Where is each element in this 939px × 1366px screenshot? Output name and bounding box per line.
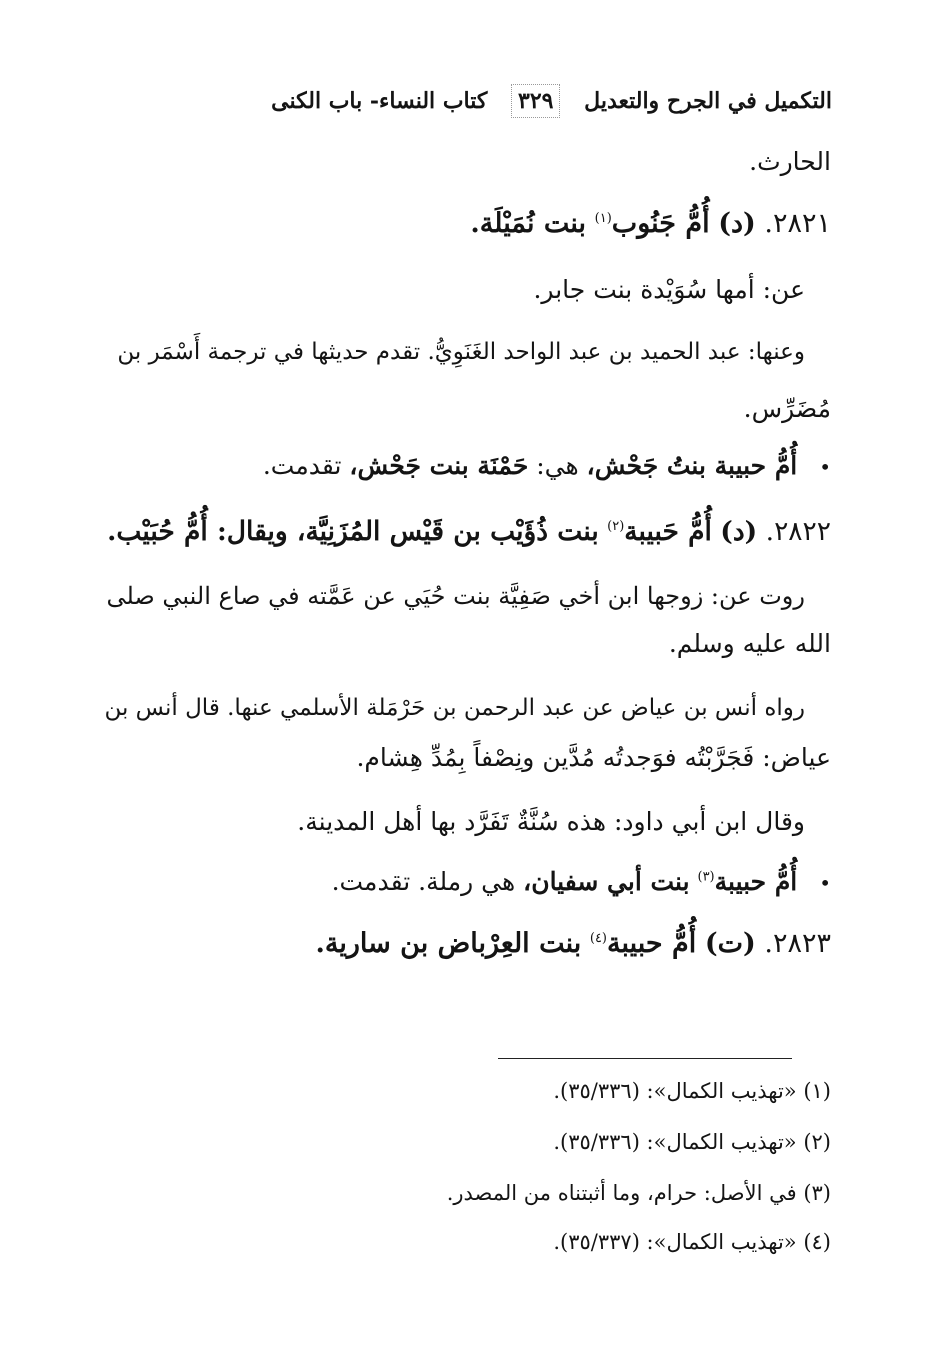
header-page-number: ٣٢٩ bbox=[511, 84, 560, 118]
entry-2823 bbox=[316, 928, 832, 960]
header-book-title: التكميل في الجرح والتعديل bbox=[584, 88, 832, 114]
footnote-4: (٤) «تهذيب الكمال»: (٣٥/٣٣٧). bbox=[553, 1230, 831, 1254]
source-symbol: (د) bbox=[718, 208, 756, 239]
entry-name: أُمُّ حَبيبة bbox=[624, 516, 712, 547]
source-symbol: (ت) bbox=[704, 928, 756, 959]
bullet-icon: • bbox=[819, 871, 831, 895]
entry-name-rest: بنت نُمَيْلَة. bbox=[470, 208, 587, 239]
running-header bbox=[132, 84, 832, 118]
text-line: الحارث. bbox=[749, 147, 831, 176]
line-text: هي رملة. تقدمت. bbox=[331, 867, 516, 896]
text-line: روت عن: زوجها ابن أخي صَفِيَّة بنت حُيَي عن عَمَّته في صاع النبي صلى bbox=[106, 582, 805, 610]
entry-number: ٢٨٢١. bbox=[764, 208, 831, 239]
line-label: عن: bbox=[762, 275, 805, 304]
footnote-marker: (٢) bbox=[607, 519, 625, 535]
footnote-marker: (١) bbox=[594, 211, 612, 226]
footnote-3: (٣) في الأصل: حرام، وما أثبتناه من المصدر. bbox=[446, 1181, 831, 1205]
entry-number: ٢٨٢٣. bbox=[764, 928, 831, 959]
footnote-divider bbox=[498, 1058, 792, 1059]
text-line bbox=[533, 274, 805, 306]
line-text: عبد الحميد بن عبد الواحد الغَنَوِيُّ. تقدم حديثها في ترجمة أَسْمَر بن bbox=[117, 339, 741, 365]
line-label: وعنها: bbox=[747, 339, 805, 365]
footnote-1: (١) «تهذيب الكمال»: (٣٥/٣٣٦). bbox=[553, 1079, 831, 1103]
text-line: الله عليه وسلم. bbox=[668, 629, 831, 658]
entry-name: أُمُّ حبيبة bbox=[714, 867, 798, 896]
footnote-marker: (٣) bbox=[697, 869, 715, 885]
text-line: وقال ابن أبي داود: هذه سُنَّةٌ تَفَرَّد بها أهل المدينة. bbox=[297, 807, 805, 836]
bullet-icon: • bbox=[819, 455, 831, 479]
footnote-marker: (٤) bbox=[589, 931, 607, 946]
entry-name-rest: بنت العِرْباض بن سارية. bbox=[315, 928, 582, 959]
line-text: تقدمت. bbox=[262, 451, 342, 480]
entry-name-rest: بنت ذُؤَيْب بن قَيْس المُزَنِيَّة، ويقال: أُمُّ حُبَيْب. bbox=[107, 516, 599, 547]
entry-number: ٢٨٢٢. bbox=[765, 516, 831, 547]
header-section-title: كتاب النساء- باب الكنى bbox=[271, 88, 488, 114]
entry-2822 bbox=[107, 516, 831, 548]
line-text: أمها سُوَيْدة بنت جابر. bbox=[533, 275, 755, 304]
cross-reference-2 bbox=[332, 866, 831, 899]
text-line: عياض: فَجَرَّبْتُه فوَجدتُه مُدَّين ونِصْفاً بِمُدِّ هِشام. bbox=[356, 743, 831, 772]
text-line bbox=[117, 336, 805, 368]
source-symbol: (د) bbox=[720, 516, 758, 547]
cross-reference-1 bbox=[263, 450, 831, 483]
entry-2821 bbox=[470, 208, 831, 240]
line-text: هي: bbox=[536, 451, 579, 480]
entry-name-rest: بنت أبي سفيان، bbox=[523, 867, 690, 896]
entry-name: أُمُّ جَنُوب bbox=[611, 208, 710, 239]
reference-name: حَمْنَة بنت جَحْش، bbox=[349, 451, 529, 480]
footnote-2: (٢) «تهذيب الكمال»: (٣٥/٣٣٦). bbox=[553, 1130, 831, 1154]
entry-name: أُمُّ حبيبة بنتُ جَحْش، bbox=[586, 451, 798, 480]
text-line: رواه أنس بن عياض عن عبد الرحمن بن حَرْمَلة الأسلمي عنها. قال أنس بن bbox=[104, 695, 805, 721]
entry-name: أُمُّ حبيبة bbox=[607, 928, 697, 959]
text-line: مُضَرِّس. bbox=[743, 394, 831, 423]
